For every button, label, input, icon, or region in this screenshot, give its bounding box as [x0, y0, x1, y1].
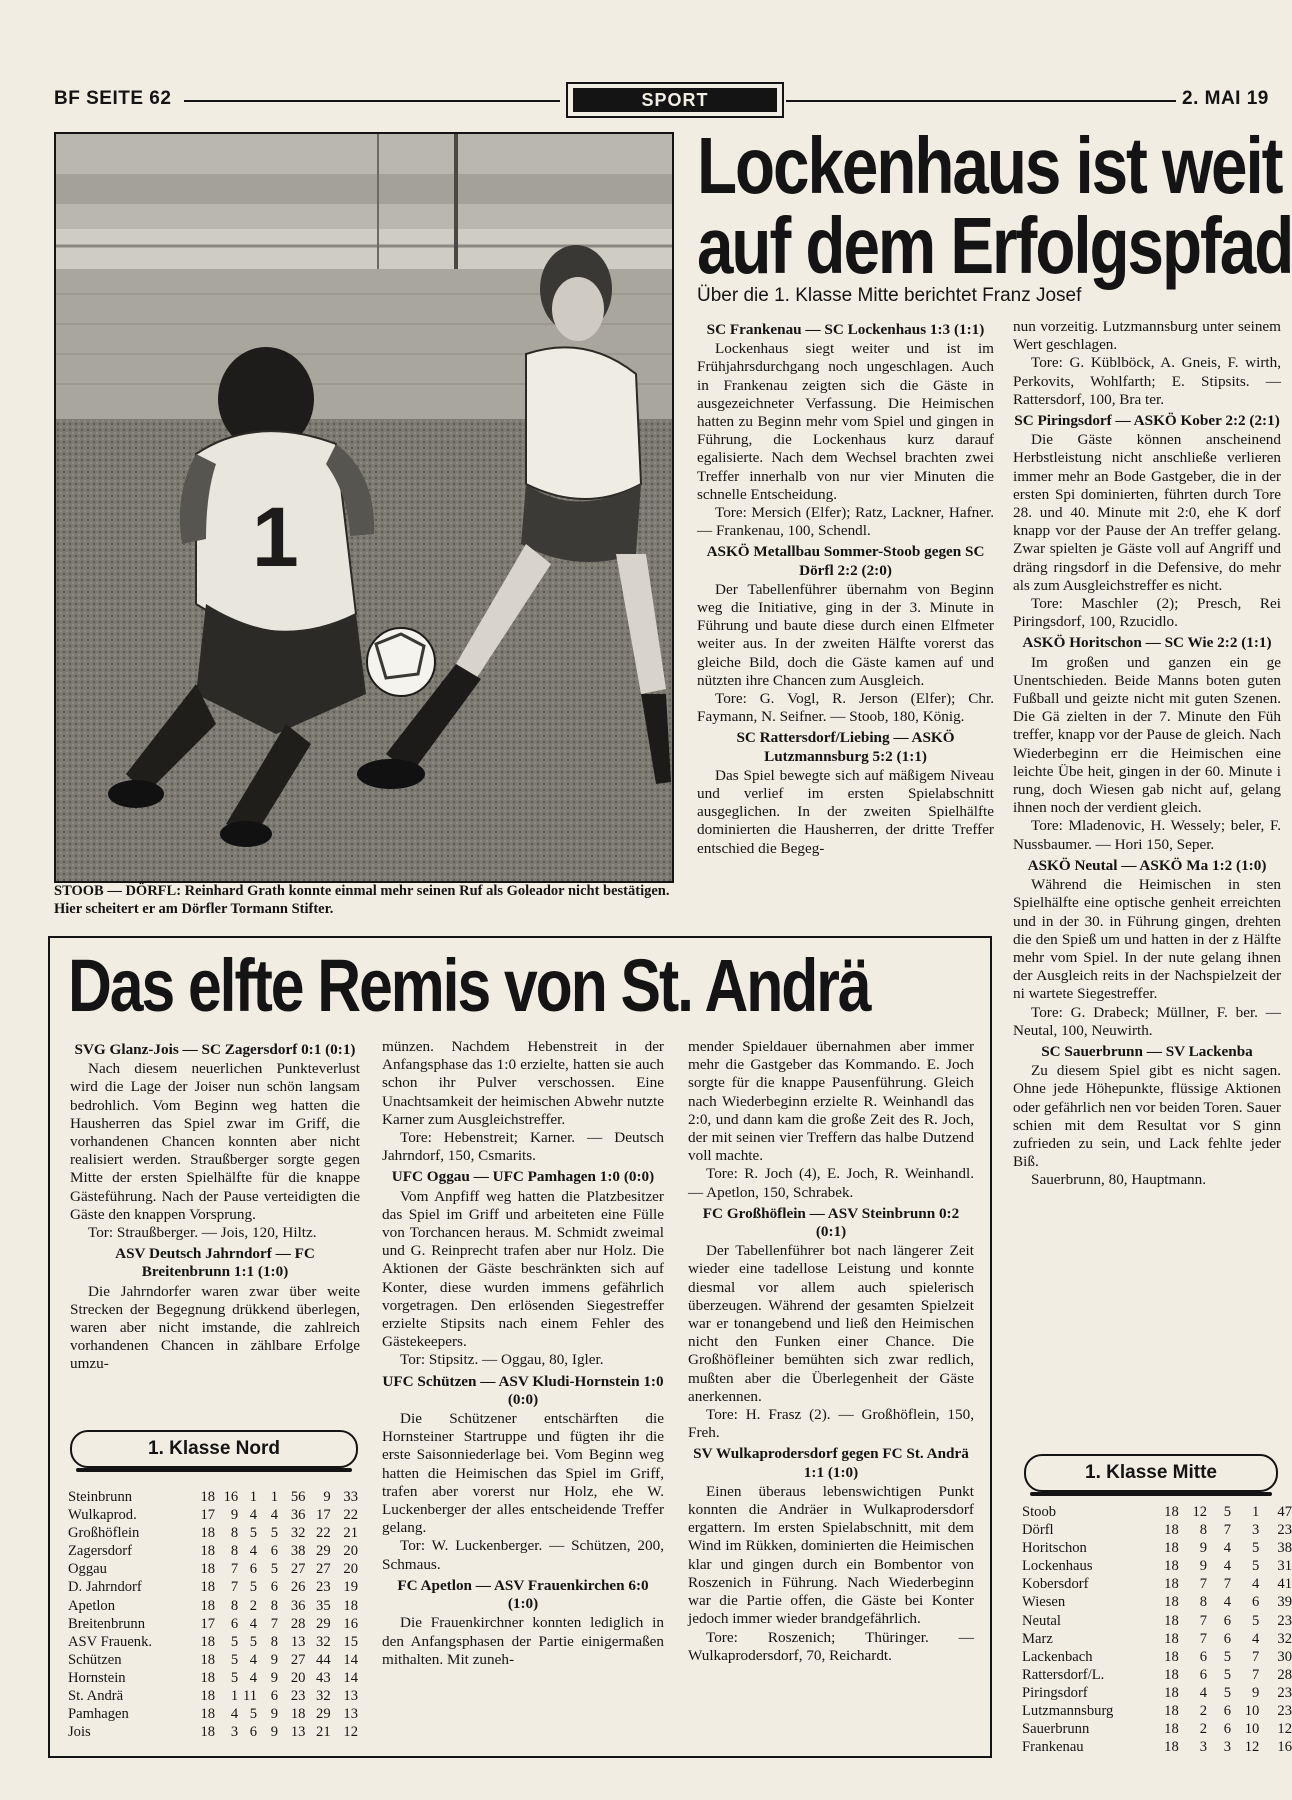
team-name: D. Jahrndorf — [68, 1579, 142, 1596]
table-cell: 27 — [316, 1561, 331, 1578]
table-cell: 6 — [1252, 1594, 1260, 1611]
table-cell: 9 — [270, 1724, 279, 1741]
table-cell: 4 — [1199, 1684, 1208, 1701]
section-label: SPORT — [566, 82, 784, 118]
table-cell: 1 — [249, 1489, 258, 1505]
table-cell: 8 — [230, 1525, 239, 1542]
table-row — [1022, 1612, 1292, 1630]
table-cell: 6 — [270, 1688, 279, 1705]
article-paragraph: Tore: G. Drabeck; Müllner, F. ber. — Neutal, 100, Neuwirth. — [1013, 1003, 1281, 1039]
table-cell: 15 — [343, 1633, 358, 1650]
table-cell: 18 — [1164, 1739, 1179, 1756]
article-paragraph: Tor: W. Luckenberger. — Schützen, 200, Schmaus. — [382, 1537, 664, 1573]
article-paragraph: Sauerbrunn, 80, Hauptmann. — [1031, 1171, 1207, 1189]
table-cell: 36 — [290, 1597, 306, 1614]
table-cell: 28 — [290, 1615, 306, 1632]
table-row — [68, 1687, 358, 1705]
table-cell: 7 — [1199, 1576, 1208, 1593]
table-cell: 7 — [270, 1615, 279, 1632]
table-cell: 9 — [1199, 1558, 1208, 1575]
table-cell: 4 — [1223, 1594, 1231, 1611]
match-heading: SC Rattersdorf/Liebing — ASKÖ Lutzmannsburg 5:2 (1:1) — [736, 729, 955, 765]
table-cell: 8 — [270, 1597, 279, 1614]
team-name: Oggau — [68, 1561, 107, 1578]
table-cell: 22 — [343, 1507, 358, 1524]
table-cell: 43 — [316, 1669, 331, 1686]
table-cell: 14 — [343, 1651, 358, 1668]
team-name: Lackenbach — [1022, 1648, 1093, 1665]
table-cell: 23 — [1277, 1612, 1292, 1629]
header-rule-left — [184, 100, 560, 102]
issue-date: 2. MAI 19 — [1182, 88, 1269, 109]
team-name: ASV Frauenk. — [68, 1633, 153, 1650]
table-cell: 23 — [316, 1579, 331, 1596]
table-cell: 18 — [200, 1597, 216, 1614]
table-cell: 5 — [230, 1633, 239, 1650]
table-cell: 18 — [1164, 1558, 1179, 1575]
table-cell: 12 — [343, 1724, 358, 1741]
team-name: Kobersdorf — [1022, 1576, 1089, 1593]
table-cell: 5 — [249, 1579, 258, 1596]
table-cell: 20 — [343, 1561, 358, 1578]
table-cell: 18 — [1164, 1522, 1179, 1539]
table-row — [1022, 1648, 1292, 1666]
match-heading: SC Frankenau — SC Lockenhaus 1:3 (1:1) — [706, 321, 985, 338]
article-paragraph: Während die Heimischen in sten Spielhälfte eine optische genheit erreichten und in der 30. in Führung gingen, drehten die den Spieß um und hatten in der z Hälfte mehr vom Spiel. In der nute gelang ihnen der Ausgleich reits in der Nachspielzeit der ni wartete Siegestreffer. — [1013, 876, 1281, 1003]
article-paragraph: Tore: Mersich (Elfer); Ratz, Lackner, Hafner. — Frankenau, 100, Schendl. — [697, 504, 994, 540]
table-cell: 5 — [249, 1706, 258, 1723]
table-cell: 23 — [1277, 1684, 1292, 1701]
table-row — [1022, 1684, 1292, 1702]
table-cell: 4 — [249, 1543, 258, 1560]
table-cell: 4 — [1223, 1540, 1231, 1557]
table-cell: 6 — [1199, 1648, 1208, 1665]
table-cell: 6 — [249, 1561, 258, 1578]
table-cell: 18 — [1164, 1703, 1179, 1720]
article-paragraph: Tore: H. Frasz (2). — Großhöflein, 150, Freh. — [688, 1406, 974, 1442]
match-heading: SV Wulkaprodersdorf gegen FC St. Andrä 1:1 (1:0) — [693, 1445, 969, 1481]
headline-line-2: auf dem Erfolgspfad — [697, 201, 1292, 290]
table-cell: 18 — [1164, 1684, 1179, 1701]
article-paragraph: Lockenhaus siegt weiter und ist im Frühjahrsdurchgang noch ungeschlagen. Auch in Frankenau zeigten sich die Gäste in ausgezeichneter Verfassung. Die Heimischen hatten zu Beginn mehr vom Spiel und gingen in Führung, die Lockenhaus kurz darauf egalisierte. Nach dem Wechsel brachten zwei Treffer innerhalb von nur vier Minuten die schnelle Entscheidung. — [697, 340, 994, 503]
team-name: Stoob — [1022, 1504, 1057, 1520]
match-heading: UFC Oggau — UFC Pamhagen 1:0 (0:0) — [391, 1168, 655, 1186]
article-paragraph: Tor: Straußberger. — Jois, 120, Hiltz. — [88, 1224, 317, 1242]
table-cell: 8 — [230, 1543, 239, 1560]
article-column-nord-3 — [688, 1038, 974, 1743]
table-cell: 10 — [1244, 1703, 1260, 1720]
table-cell: 29 — [316, 1543, 331, 1560]
box-headline: Das elfte Remis von St. Andrä — [68, 944, 870, 1027]
table-cell: 18 — [200, 1543, 216, 1560]
table-cell: 5 — [249, 1525, 258, 1542]
table-cell: 20 — [343, 1543, 358, 1560]
page-number: BF SEITE 62 — [54, 88, 172, 109]
table-cell: 2 — [1199, 1721, 1208, 1738]
table-cell: 6 — [1223, 1630, 1231, 1647]
table-row — [1022, 1666, 1292, 1684]
table-cell: 16 — [1277, 1739, 1292, 1756]
table-cell: 19 — [343, 1579, 358, 1596]
table-cell: 7 — [1199, 1612, 1208, 1629]
table-cell: 13 — [290, 1633, 306, 1650]
match-heading: ASV Deutsch Jahrndorf — FC Breitenbrunn 1:1 (1:0) — [115, 1245, 315, 1281]
table-cell: 18 — [1164, 1576, 1179, 1593]
table-cell: 5 — [1252, 1540, 1260, 1557]
table-cell: 5 — [249, 1633, 258, 1650]
team-name: Hornstein — [68, 1669, 126, 1686]
table-cell: 7 — [1223, 1522, 1231, 1539]
team-name: Lockenhaus — [1022, 1558, 1093, 1575]
article-paragraph: Tore: R. Joch (4), E. Joch, R. Weinhandl. — Apetlon, 150, Schrabek. — [688, 1165, 974, 1201]
table-cell: 29 — [316, 1615, 331, 1632]
table-cell: 26 — [290, 1579, 306, 1596]
table-cell: 8 — [270, 1633, 279, 1650]
table-cell: 47 — [1277, 1504, 1292, 1520]
table-cell: 5 — [230, 1651, 239, 1668]
table-cell: 4 — [1223, 1558, 1231, 1575]
table-cell: 13 — [343, 1706, 358, 1723]
table-cell: 28 — [1277, 1666, 1292, 1683]
table-cell: 17 — [316, 1507, 331, 1524]
table-cell: 5 — [1252, 1558, 1260, 1575]
table-cell: 6 — [1199, 1666, 1208, 1683]
table-cell: 9 — [270, 1706, 279, 1723]
headline-line-1: Lockenhaus ist weit — [697, 121, 1282, 210]
table-cell: 5 — [270, 1561, 279, 1578]
table-row — [68, 1542, 358, 1560]
match-heading: SVG Glanz-Jois — SC Zagersdorf 0:1 (0:1) — [74, 1041, 356, 1058]
article-paragraph: Die Gäste können anscheinend Herbstleistung nicht anschließe verlieren immer mehr an Bode Gastgeber, die in der ersten Spi dominierten, führten durch Tore 28. und 40. Minute mit 2:0, ehe K dorf knapp vor der Pause der An treffer gelang. Zwar spielten je Gäste voll auf Angriff und dräng ringsdorf in die Defensive, do mehr als zum Ausgleichstreffer es nicht. — [1013, 431, 1281, 594]
table-row — [68, 1669, 358, 1687]
team-name: Zagersdorf — [68, 1543, 133, 1560]
article-paragraph: nun vorzeitig. Lutzmannsburg unter seinem Wert geschlagen. — [1013, 318, 1281, 354]
team-name: Horitschon — [1022, 1540, 1087, 1557]
article-paragraph: Tore: Roszenich; Thüringer. — Wulkaprodersdorf, 70, Reichardt. — [688, 1628, 974, 1664]
table-cell: 21 — [316, 1724, 331, 1741]
match-heading: ASKÖ Horitschon — SC Wie 2:2 (1:1) — [1022, 634, 1272, 652]
table-row — [68, 1488, 358, 1506]
table-cell: 27 — [290, 1651, 306, 1668]
team-name: Breitenbrunn — [68, 1615, 146, 1632]
table-cell: 23 — [1277, 1522, 1292, 1539]
table-cell: 7 — [1252, 1648, 1260, 1665]
table-cell: 18 — [1164, 1612, 1179, 1629]
table-cell: 16 — [223, 1489, 239, 1505]
team-name: Frankenau — [1022, 1739, 1084, 1756]
table-row — [1022, 1503, 1292, 1521]
table-cell: 39 — [1277, 1594, 1292, 1611]
table-cell: 21 — [343, 1525, 358, 1542]
article-paragraph: Der Tabellenführer bot nach längerer Zeit wieder eine tadellose Leistung und konnte diesmal vor allem auch spielerisch überzeugen. Während der gesamten Spielzeit war er tonangebend und ließ den Heimischen nicht den Funken einer Chance. Die Großhöfleiner bemühten sich zwar redlich, mußten aber die Überlegenheit der Gäste anerkennen. — [688, 1242, 974, 1405]
table-cell: 4 — [249, 1651, 258, 1668]
table-cell: 4 — [249, 1669, 258, 1686]
table-row — [68, 1506, 358, 1524]
table-cell: 1 — [1252, 1504, 1260, 1520]
article-column-nord-1 — [70, 1038, 360, 1373]
match-heading: UFC Schützen — ASV Kludi-Hornstein 1:0 (0:0) — [382, 1372, 664, 1408]
table-row — [68, 1723, 358, 1741]
table-cell: 5 — [270, 1525, 279, 1542]
table-row — [1022, 1702, 1292, 1720]
table-cell: 12 — [1192, 1504, 1208, 1520]
jersey-number: 1 — [252, 490, 299, 584]
table-cell: 6 — [249, 1724, 258, 1741]
team-name: Pamhagen — [68, 1706, 129, 1723]
team-name: Schützen — [68, 1651, 122, 1668]
table-cell: 18 — [343, 1597, 358, 1614]
table-row — [1022, 1521, 1292, 1539]
table-cell: 4 — [1252, 1576, 1260, 1593]
table-cell: 41 — [1277, 1576, 1292, 1593]
table-cell: 6 — [270, 1543, 279, 1560]
table-cell: 9 — [1199, 1540, 1208, 1557]
table-row — [1022, 1575, 1292, 1593]
article-paragraph: mender Spieldauer übernahmen aber immer mehr die Gastgeber das Kommando. E. Joch sorgte für die knappe Pausenführung. Gleich nach Wiederbeginn erzielte R. Weinhandl das 2:0, und dann kam die große Zeit des R. Joch, der mit seinen vier Treffern das halbe Dutzend voll machte. — [688, 1038, 974, 1165]
article-paragraph: Die Schützener entschärften die Hornsteiner Startruppe und fügten ihr die erste Saisonniederlage bei. Vom Beginn weg hatten die Heimischen das Spiel im Griff, trafen aber vorerst nur Holz, ehe W. Luckenberger der alles entscheidende Treffer gelang. — [382, 1410, 664, 1537]
table-cell: 12 — [1244, 1739, 1260, 1756]
table-cell: 38 — [290, 1543, 306, 1560]
table-cell: 3 — [1223, 1739, 1231, 1756]
table-title-nord: 1. Klasse Nord — [70, 1430, 358, 1468]
article-paragraph: Vom Anpfiff weg hatten die Platzbesitzer das Spiel im Griff und arbeiteten eine Fülle von Torchancen heraus. M. Schmidt zweimal und G. Reinprecht trafen aber nur Holz. Die Aktionen der Gäste beschränkten sich auf Konter, diese wurden immens gefährlich vorgetragen. Den erlösenden Siegestreffer erzielte Stipsits nach einem Fehler des Gästekeepers. — [382, 1187, 664, 1351]
table-cell: 6 — [1223, 1721, 1231, 1738]
table-cell: 18 — [200, 1579, 216, 1596]
table-cell: 2 — [249, 1597, 258, 1614]
article-paragraph: Tore: G. Küblböck, A. Gneis, F. wirth, Perkovits, Wohlfarth; E. Stipsits. — Rattersdorf, 100, Bra ter. — [1013, 354, 1281, 408]
table-cell: 38 — [1277, 1540, 1292, 1557]
table-cell: 4 — [249, 1507, 258, 1524]
table-cell: 1 — [230, 1688, 239, 1705]
table-cell: 32 — [316, 1688, 331, 1705]
article-paragraph: Das Spiel bewegte sich auf mäßigem Niveau und verlief im ersten Spielabschnitt ausgeglichen. In der zweiten Spielhälfte dominierten die Hausherren, der dritte Treffer entschied die Begeg- — [697, 766, 994, 857]
article-paragraph: Tore: Mladenovic, H. Wessely; beler, F. Nussbaumer. — Hori 150, Seper. — [1013, 817, 1281, 853]
table-cell: 18 — [1164, 1721, 1179, 1738]
team-name: Steinbrunn — [68, 1489, 133, 1505]
team-name: Großhöflein — [68, 1525, 140, 1542]
table-row — [68, 1705, 358, 1723]
match-heading: FC Großhöflein — ASV Steinbrunn 0:2 (0:1) — [702, 1204, 960, 1241]
table-cell: 8 — [1199, 1522, 1208, 1539]
table-row — [1022, 1630, 1292, 1648]
table-cell: 33 — [343, 1489, 358, 1505]
article-paragraph: Einen überaus lebenswichtigen Punkt konnten die Andräer in Wulkaprodersdorf ergattern. Im ersten Spielabschnitt, mit dem Wind im Rükken, dominierten die Heimischen klar und gingen durch ein Bombentor von Roszenich in Führung. Nach Wiederbeginn war die Partie offen, die Gäste bei Konter jedoch immer wieder brandgefährlich. — [688, 1482, 974, 1628]
table-cell: 17 — [200, 1507, 216, 1524]
table-cell: 3 — [1252, 1522, 1260, 1539]
article-paragraph: Im großen und ganzen ein ge Unentschieden. Beide Manns boten guten Fußball und geizte nicht mit guten Szenen. Die Gä zielten in der 7. Minute den Füh treffer, knapp vor der Pause de gleich. Nach Wiederbeginn err die Heimischen eine leichte Übe heit, gingen in der 60. Minute i rung, doch Wiesen gab nicht auf, gelang ihnen noch der verdient gleich. — [1013, 653, 1281, 817]
table-cell: 8 — [1199, 1594, 1208, 1611]
article-paragraph: Zu diesem Spiel gibt es nicht sagen. Ohne jede Höhepunkte, flüssige Aktionen oder gefährlich nen vor beiden Toren. Sauer schien mit dem Resultat vor S ginn zufrieden zu sein, und Lack fehlte jeder Biß. — [1013, 1062, 1281, 1171]
table-row — [68, 1524, 358, 1542]
table-cell: 18 — [1164, 1540, 1179, 1557]
standings-table-mitte — [1022, 1503, 1292, 1756]
team-name: Wulkaprod. — [68, 1507, 137, 1524]
article-paragraph: Die Frauenkirchner konnten lediglich in den Anfangsphasen der Partie einigermaßen mithalten. Mit zuneh- — [382, 1614, 664, 1668]
team-name: St. Andrä — [68, 1688, 124, 1705]
team-name: Marz — [1022, 1630, 1053, 1647]
match-heading: ASKÖ Neutal — ASKÖ Ma 1:2 (1:0) — [1027, 856, 1267, 874]
table-cell: 13 — [290, 1724, 306, 1741]
table-cell: 11 — [243, 1688, 258, 1705]
table-cell: 1 — [270, 1489, 279, 1505]
table-row — [1022, 1720, 1292, 1738]
article-paragraph: Tore: G. Vogl, R. Jerson (Elfer); Chr. Faymann, N. Seifner. — Stoob, 180, König. — [697, 690, 994, 726]
table-cell: 3 — [230, 1724, 239, 1741]
table-cell: 36 — [290, 1507, 306, 1524]
article-paragraph: münzen. Nachdem Hebenstreit in der Anfangsphase das 1:0 erzielte, hatten sie auch schon ihr Pulver verschossen. Eine Unachtsamkeit der heimischen Abwehr nutzte Karner zum Ausgleichstreffer. — [382, 1038, 664, 1128]
table-cell: 8 — [230, 1597, 239, 1614]
table-cell: 18 — [1164, 1504, 1179, 1520]
table-cell: 9 — [270, 1669, 279, 1686]
article-paragraph: Nach diesem neuerlichen Punkteverlust wird die Lage der Joiser nun schön langsam bedrohlich. Vom Beginn weg hatten die Hausherren das Spiel zwar im Griff, die vorhandenen Chancen konnten aber nicht realisiert werden. Straußberger sorgte gegen Mitte der ersten Spielhälfte für die knappe Gästeführung. Nach der Pause verteidigten die Gäste den knappen Vorsprung. — [70, 1060, 360, 1223]
table-cell: 5 — [1223, 1504, 1231, 1520]
table-cell: 18 — [200, 1525, 216, 1542]
photo-caption: STOOB — DÖRFL: Reinhard Grath konnte einmal mehr seinen Ruf als Goleador nicht bestätigen. Hier scheitert er am Dörfler Tormann Stifter. — [54, 883, 670, 917]
table-row — [1022, 1738, 1292, 1756]
table-cell: 17 — [200, 1615, 216, 1632]
article-paragraph: Die Jahrndorfer waren zwar über weite Strecken der Begegnung drükkend überlegen, waren aber nicht imstande, die zahlreich vorhandenen Chancen in zählbare Erfolge umzu- — [70, 1282, 360, 1373]
table-row — [1022, 1557, 1292, 1575]
table-row — [1022, 1539, 1292, 1557]
table-cell: 56 — [290, 1489, 306, 1505]
match-heading: SC Piringsdorf — ASKÖ Kober 2:2 (2:1) — [1014, 412, 1280, 430]
team-name: Piringsdorf — [1022, 1684, 1088, 1701]
table-cell: 18 — [290, 1706, 306, 1723]
table-cell: 4 — [270, 1507, 279, 1524]
team-name: Rattersdorf/L. — [1022, 1666, 1105, 1683]
table-cell: 18 — [200, 1561, 216, 1578]
table-cell: 6 — [270, 1579, 279, 1596]
table-cell: 35 — [316, 1597, 331, 1614]
table-cell: 29 — [316, 1706, 331, 1723]
table-row — [68, 1597, 358, 1615]
table-cell: 18 — [200, 1651, 216, 1668]
match-heading: SC Sauerbrunn — SV Lackenba — [1041, 1042, 1253, 1060]
team-name: Lutzmannsburg — [1022, 1703, 1114, 1720]
table-cell: 23 — [1277, 1703, 1292, 1720]
table-cell: 5 — [1223, 1684, 1231, 1701]
team-name: Sauerbrunn — [1022, 1721, 1090, 1738]
table-cell: 30 — [1277, 1648, 1292, 1665]
table-cell: 13 — [343, 1688, 358, 1705]
table-cell: 9 — [230, 1507, 239, 1524]
table-row — [68, 1578, 358, 1596]
table-row — [68, 1615, 358, 1633]
table-cell: 22 — [316, 1525, 331, 1542]
table-cell: 12 — [1277, 1721, 1292, 1738]
table-cell: 16 — [343, 1615, 358, 1632]
table-cell: 5 — [230, 1669, 239, 1686]
table-title-mitte: 1. Klasse Mitte — [1024, 1454, 1278, 1492]
article-column-nord-2 — [382, 1038, 664, 1743]
header-rule-right — [786, 100, 1176, 102]
article-paragraph: Tore: Maschler (2); Presch, Rei Piringsdorf, 100, Rzucidlo. — [1013, 595, 1281, 631]
table-cell: 6 — [1223, 1703, 1231, 1720]
table-cell: 14 — [343, 1669, 358, 1686]
article-box — [48, 936, 992, 1758]
table-cell: 18 — [200, 1633, 216, 1650]
article-column-mitte-1 — [697, 318, 994, 918]
match-heading: ASKÖ Metallbau Sommer-Stoob gegen SC Dörfl 2:2 (2:0) — [706, 543, 985, 579]
table-row — [68, 1560, 358, 1578]
table-row — [68, 1633, 358, 1651]
table-cell: 18 — [200, 1688, 216, 1705]
table-cell: 32 — [316, 1633, 331, 1650]
table-cell: 18 — [1164, 1648, 1179, 1665]
table-cell: 5 — [1223, 1666, 1231, 1683]
table-cell: 18 — [200, 1489, 216, 1505]
table-cell: 18 — [1164, 1666, 1179, 1683]
table-cell: 4 — [1252, 1630, 1260, 1647]
table-cell: 32 — [1277, 1630, 1292, 1647]
table-row — [68, 1651, 358, 1669]
table-cell: 6 — [230, 1615, 239, 1632]
table-cell: 18 — [200, 1706, 216, 1723]
team-name: Wiesen — [1022, 1594, 1066, 1611]
table-row — [1022, 1593, 1292, 1611]
table-cell: 6 — [1223, 1612, 1231, 1629]
article-paragraph: Tore: Hebenstreit; Karner. — Deutsch Jahrndorf, 150, Csmarits. — [382, 1129, 664, 1165]
table-cell: 7 — [1223, 1576, 1231, 1593]
table-cell: 7 — [1199, 1630, 1208, 1647]
byline: Über die 1. Klasse Mitte berichtet Franz Josef — [697, 285, 1082, 306]
article-paragraph: Tor: Stipsitz. — Oggau, 80, Igler. — [400, 1351, 604, 1369]
team-name: Apetlon — [68, 1597, 116, 1614]
table-cell: 7 — [230, 1579, 239, 1596]
team-name: Dörfl — [1022, 1522, 1054, 1539]
match-heading: FC Apetlon — ASV Frauenkirchen 6:0 (1:0) — [397, 1576, 649, 1613]
table-cell: 32 — [290, 1525, 306, 1542]
table-cell: 44 — [316, 1651, 331, 1668]
table-cell: 18 — [200, 1724, 216, 1741]
table-cell: 27 — [290, 1561, 306, 1578]
standings-table-nord — [68, 1488, 358, 1741]
table-cell: 20 — [290, 1669, 306, 1686]
table-cell: 9 — [270, 1651, 279, 1668]
team-name: Neutal — [1022, 1612, 1061, 1629]
table-cell: 9 — [1252, 1684, 1260, 1701]
table-cell: 18 — [1164, 1630, 1179, 1647]
table-cell: 3 — [1199, 1739, 1208, 1756]
table-cell: 2 — [1199, 1703, 1208, 1720]
table-cell: 4 — [230, 1706, 239, 1723]
table-cell: 31 — [1277, 1558, 1292, 1575]
table-cell: 9 — [323, 1489, 331, 1505]
team-name: Jois — [68, 1724, 91, 1741]
table-cell: 5 — [1252, 1612, 1260, 1629]
table-cell: 4 — [249, 1615, 258, 1632]
table-cell: 5 — [1223, 1648, 1231, 1665]
table-cell: 7 — [230, 1561, 239, 1578]
table-cell: 18 — [1164, 1594, 1179, 1611]
table-cell: 18 — [200, 1669, 216, 1686]
table-cell: 7 — [1252, 1666, 1260, 1683]
table-cell: 10 — [1244, 1721, 1260, 1738]
match-photo — [54, 132, 674, 883]
table-cell: 23 — [290, 1688, 306, 1705]
article-paragraph: Der Tabellenführer übernahm von Beginn weg die Initiative, ging in der 3. Minute in Führung und baute diese durch einen Elfmeter weiter aus. In der zweiten Hälfte vorerst das gleiche Bild, doch die Gäste kamen auf und nützten ihre Chancen zum Ausgleich. — [697, 580, 994, 689]
